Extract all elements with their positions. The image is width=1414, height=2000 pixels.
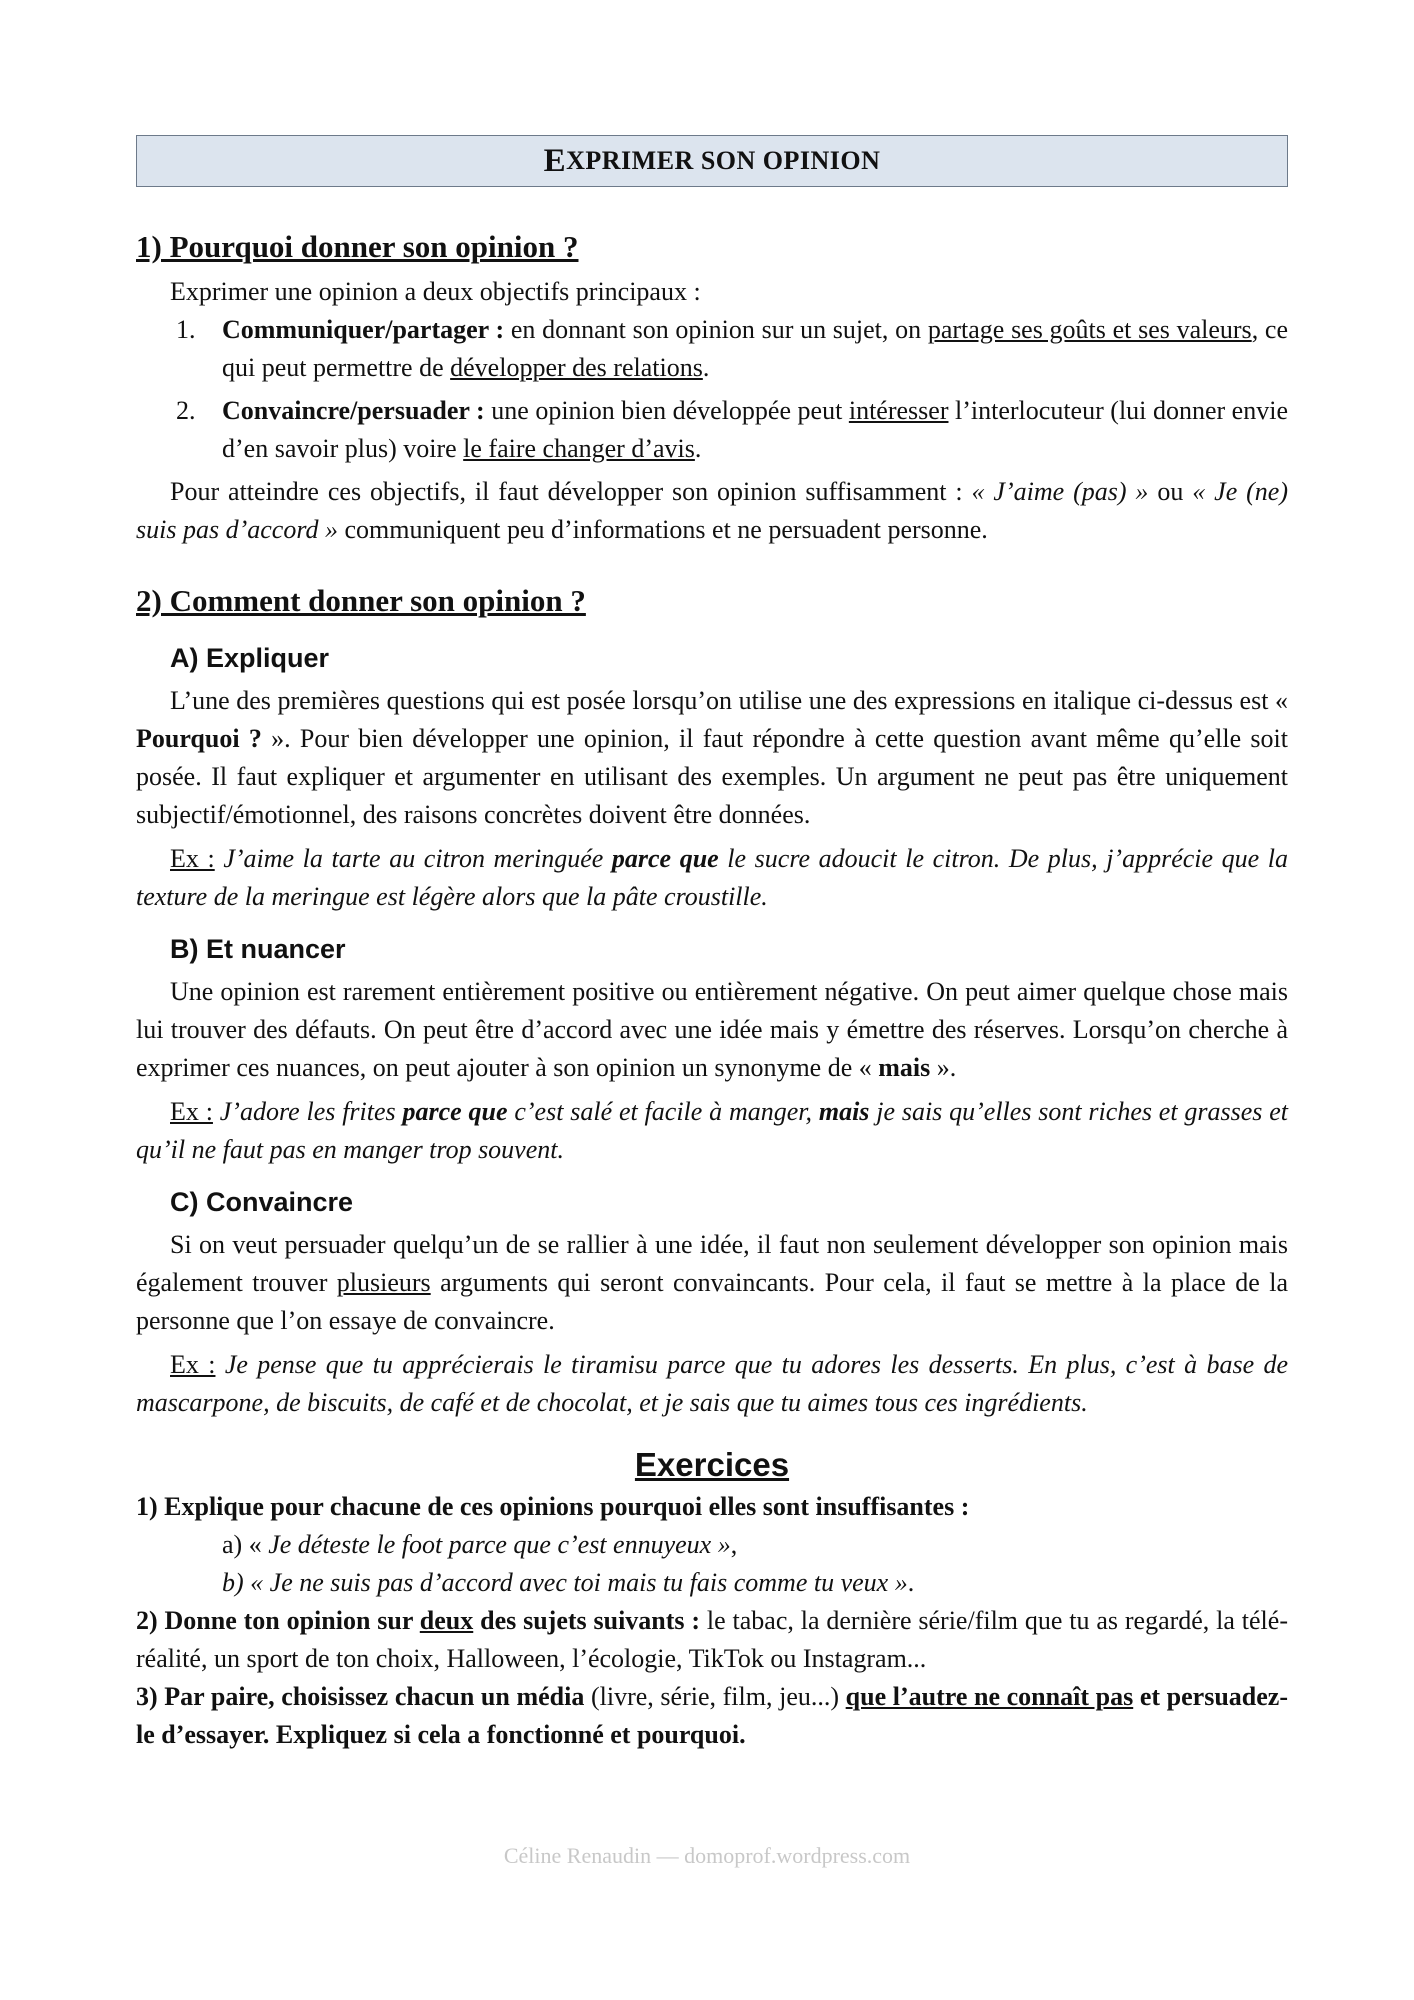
section-1-paragraph: Pour atteindre ces objectifs, il faut développer son opinion suffisamment : « J’aime (pas) » ou « Je (ne) suis pas d’accord » communiquent peu d’informations et ne persuadent personne. bbox=[136, 477, 1289, 544]
exercise-1-prompt: 1) Explique pour chacune de ces opinions pourquoi elles sont insuffisantes : bbox=[136, 1492, 970, 1521]
title-initial: E bbox=[543, 142, 567, 179]
subsection-a-heading: A) Expliquer bbox=[170, 643, 330, 673]
section-1-heading: 1) Pourquoi donner son opinion ? bbox=[136, 229, 579, 264]
section-2-heading: 2) Comment donner son opinion ? bbox=[136, 583, 586, 618]
exercise-1a: a) « Je déteste le foot parce que c’est ennuyeux », bbox=[222, 1530, 738, 1559]
exercise-1b: b) « Je ne suis pas d’accord avec toi mais tu fais comme tu veux ». bbox=[222, 1568, 915, 1597]
subsection-a-text: L’une des premières questions qui est posée lorsqu’on utilise une des expressions en italique ci-dessus est « Pourquoi ? ». Pour bien développer une opinion, il faut répondre à cette question avant même qu’elle soit posée. Il faut expliquer et argumenter en utilisant des exemples. Un argument ne peut pas être uniquement subjectif/émotionnel, des raisons concrètes doivent être données. bbox=[136, 686, 1288, 829]
page-title bbox=[136, 135, 1288, 187]
objective-number: 2. bbox=[176, 396, 196, 425]
objectives-list bbox=[136, 311, 1288, 468]
objective-item: 1. Communiquer/partager : en donnant son opinion sur un sujet, on partage ses goûts et ses valeurs, ce qui peut permettre de développer des relations. bbox=[136, 311, 1288, 387]
subsection-b-heading: B) Et nuancer bbox=[170, 934, 346, 964]
objective-item: 2. Convaincre/persuader : une opinion bien développée peut intéresser l’interlocuteur (lui donner envie d’en savoir plus) voire le faire changer d’avis. bbox=[136, 392, 1288, 468]
exercise-2: 2) Donne ton opinion sur deux des sujets suivants : le tabac, la dernière série/film que tu as regardé, la télé-réalité, un sport de ton choix, Halloween, l’écologie, TikTok ou Instagram... bbox=[136, 1606, 1288, 1673]
subsection-c-example: Ex : Je pense que tu apprécierais le tiramisu parce que tu adores les desserts. En plus, c’est à base de mascarpone, de biscuits, de café et de chocolat, et je sais que tu aimes tous ces ingrédients. bbox=[136, 1350, 1288, 1417]
worksheet-page bbox=[136, 135, 1288, 1754]
subsection-b-example: Ex : J’adore les frites parce que c’est salé et facile à manger, mais je sais qu’elles sont riches et grasses et qu’il ne faut pas en manger trop souvent. bbox=[136, 1097, 1288, 1164]
subsection-c-text: Si on veut persuader quelqu’un de se rallier à une idée, il faut non seulement développer son opinion mais également trouver plusieurs arguments qui seront convaincants. Pour cela, il faut se mettre à la place de la personne que l’on essaye de convaincre. bbox=[136, 1230, 1288, 1335]
exercise-3: 3) Par paire, choisissez chacun un média (livre, série, film, jeu...) que l’autre ne connaît pas et persuadez-le d’essayer. Expliquez si cela a fonctionné et pourquoi. bbox=[136, 1682, 1288, 1749]
title-rest: XPRIMER SON OPINION bbox=[566, 146, 881, 175]
subsection-c-heading: C) Convaincre bbox=[170, 1187, 354, 1217]
objective-number: 1. bbox=[176, 315, 196, 344]
subsection-b-text: Une opinion est rarement entièrement positive ou entièrement négative. On peut aimer quelque chose mais lui trouver des défauts. On peut être d’accord avec une idée mais y émettre des réserves. Lorsqu’on cherche à exprimer ces nuances, on peut ajouter à son opinion un synonyme de « mais ». bbox=[136, 977, 1288, 1082]
section-1-intro: Exprimer une opinion a deux objectifs principaux : bbox=[170, 277, 701, 306]
exercises-heading: Exercices bbox=[634, 1446, 790, 1483]
page-footer: Céline Renaudin — domoprof.wordpress.com bbox=[503, 1843, 911, 1868]
subsection-a-example: Ex : J’aime la tarte au citron meringuée parce que le sucre adoucit le citron. De plus, j’apprécie que la texture de la meringue est légère alors que la pâte croustille. bbox=[136, 844, 1289, 911]
